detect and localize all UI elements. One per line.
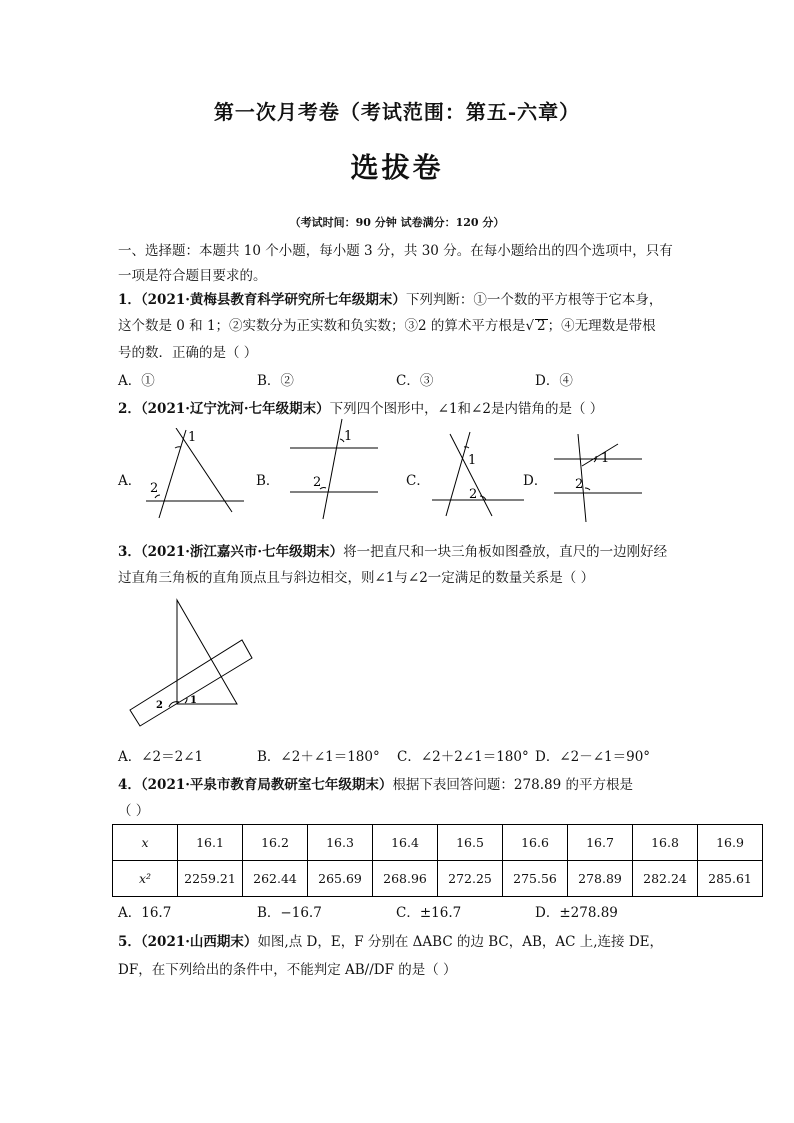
q1-text-part1: 下列判断：①一个数的平方根等于它本身， <box>405 292 663 308</box>
table-cell: 16.9 <box>698 825 763 861</box>
q4-option-d: D．±278.89 <box>535 905 618 921</box>
q1-source: （2021·黄梅县教育科学研究所七年级期末） <box>140 292 406 308</box>
table-row <box>113 861 763 897</box>
q3-option-d: D．∠2－∠1＝90° <box>535 749 651 765</box>
q2-number: 2． <box>118 401 141 417</box>
q5-number: 5． <box>118 934 141 950</box>
q3-option-b: B．∠2＋∠1＝180° <box>257 749 380 765</box>
q5-source: （2021·山西期末） <box>140 934 258 950</box>
q2-fig-label-d: D． <box>523 473 548 489</box>
exam-info: （考试时间：90 分钟 试卷满分：120 分） <box>289 216 505 229</box>
q4-source: （2021·平泉市教育局教研室七年级期末） <box>140 777 393 793</box>
table-cell: 265.69 <box>308 861 373 897</box>
q2-fig-c-angle1: 1 <box>468 453 477 468</box>
q3-option-c: C．∠2＋2∠1＝180° <box>397 749 529 765</box>
q2-fig-a-angle1: 1 <box>188 430 197 445</box>
table-cell: 2259.21 <box>178 861 243 897</box>
q2-figure-d <box>552 432 646 524</box>
page-title: 第一次月考卷（考试范围：第五-六章） <box>213 100 581 124</box>
q2-fig-label-a: A． <box>118 473 142 489</box>
q1-option-c: C．③ <box>396 373 434 389</box>
sqrt-symbol: √ <box>525 318 535 334</box>
table-cell: 262.44 <box>243 861 308 897</box>
q3-line1 <box>118 540 698 560</box>
table-cell: 16.4 <box>373 825 438 861</box>
q1-line1 <box>118 288 698 308</box>
section-intro-line2: 一项是符合题目要求的。 <box>118 268 267 284</box>
q1-line3: 号的数．正确的是（ ） <box>118 345 258 361</box>
table-cell: 16.5 <box>438 825 503 861</box>
q2-fig-d-angle2: 2 <box>575 477 584 492</box>
table-cell: 268.96 <box>373 861 438 897</box>
q3-angle2-label: 2 <box>156 700 163 711</box>
table-cell: 285.61 <box>698 861 763 897</box>
q2-fig-d-angle1: 1 <box>601 451 610 466</box>
q3-line2: 过直角三角板的直角顶点且与斜边相交，则∠1与∠2一定满足的数量关系是（ ） <box>118 570 595 586</box>
q2-figure-a <box>140 428 248 522</box>
q4-text: 根据下表回答问题：278.89 的平方根是 <box>392 777 633 793</box>
q3-text-part1: 将一把直尺和一块三角板如图叠放，直尺的一边刚好经 <box>343 544 668 560</box>
q2-figure-c <box>428 430 528 520</box>
q2-figure-b <box>286 415 384 523</box>
q1-line2 <box>118 314 698 334</box>
q2-line1 <box>118 397 698 417</box>
q2-fig-a-angle2: 2 <box>150 481 159 496</box>
q4-line1 <box>118 773 698 793</box>
table-cell: 16.6 <box>503 825 568 861</box>
q1-option-a: A．① <box>118 373 155 389</box>
table-header-x-squared: x² <box>113 861 178 897</box>
table-cell: 16.8 <box>633 825 698 861</box>
q3-option-a: A．∠2＝2∠1 <box>118 749 204 765</box>
q1-text-part2: 这个数是 0 和 1；②实数分为正实数和负实数；③2 的算术平方根是 <box>118 318 526 334</box>
table-cell: 272.25 <box>438 861 503 897</box>
q1-text-part3: ；④无理数是带根 <box>547 318 656 334</box>
section-intro-line1: 一、选择题：本题共 10 个小题，每小题 3 分，共 30 分。在每小题给出的四个选项中，只有 <box>118 243 673 259</box>
q2-text: 下列四个图形中，∠1和∠2是内错角的是（ ） <box>329 401 604 417</box>
table-cell: 275.56 <box>503 861 568 897</box>
q2-fig-label-c: C． <box>406 473 430 489</box>
table-cell: 16.3 <box>308 825 373 861</box>
q2-fig-b-angle2: 2 <box>313 475 322 490</box>
q1-number: 1． <box>118 292 141 308</box>
q3-number: 3． <box>118 544 141 560</box>
page-subtitle: 选拔卷 <box>350 151 444 184</box>
table-cell: 16.7 <box>568 825 633 861</box>
q1-option-b: B．② <box>257 373 294 389</box>
q2-fig-c-angle2: 2 <box>469 487 478 502</box>
q2-source: （2021·辽宁沈河·七年级期末） <box>140 401 330 417</box>
q1-option-d: D．④ <box>535 373 573 389</box>
q4-line2: （ ） <box>118 803 150 819</box>
q3-source: （2021·浙江嘉兴市·七年级期末） <box>140 544 344 560</box>
q4-square-table <box>112 824 763 897</box>
q2-fig-b-angle1: 1 <box>344 429 353 444</box>
table-cell: 16.2 <box>243 825 308 861</box>
q3-figure-ruler-triangle <box>126 598 258 732</box>
table-row <box>113 825 763 861</box>
q2-fig-label-b: B． <box>256 473 280 489</box>
table-header-x: x <box>113 825 178 861</box>
q5-line2: DF，在下列给出的条件中，不能判定 AB//DF 的是（ ） <box>118 962 457 978</box>
sqrt-radicand: 2 <box>537 318 546 334</box>
q4-option-b: B．−16.7 <box>257 905 322 921</box>
q4-number: 4． <box>118 777 141 793</box>
q3-angle1-label: 1 <box>190 695 197 706</box>
table-cell: 16.1 <box>178 825 243 861</box>
table-cell: 282.24 <box>633 861 698 897</box>
q5-text-part1: 如图,点 D，E，F 分别在 ΔABC 的边 BC，AB，AC 上,连接 DE， <box>257 934 664 950</box>
q4-option-a: A．16.7 <box>118 905 172 921</box>
q4-option-c: C．±16.7 <box>396 905 462 921</box>
q5-line1 <box>118 930 698 950</box>
table-cell: 278.89 <box>568 861 633 897</box>
